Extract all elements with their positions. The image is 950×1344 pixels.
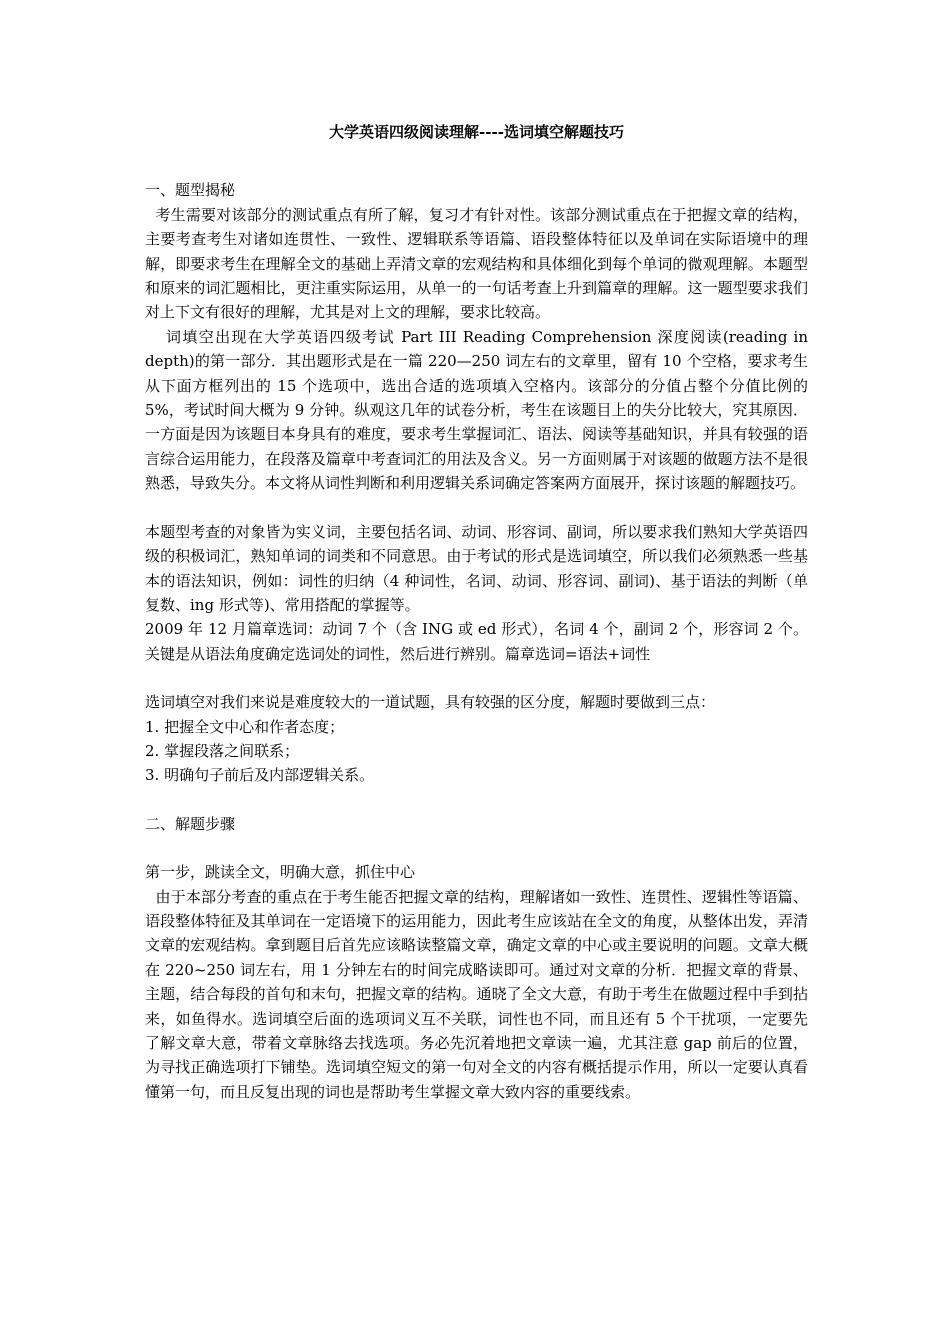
list-item: 1. 把握全文中心和作者态度； — [145, 717, 345, 736]
document-body — [145, 120, 808, 1104]
step-heading-1: 第一步，跳读全文，明确大意，抓住中心 — [145, 863, 416, 882]
paragraph-format: 词填空出现在大学英语四级考试 Part III Reading Comprehension 深度阅读(reading in depth)的第一部分．其出题形式是在一篇 220—250 词左右的文章里，留有 10 个空格，要求考生从下面方框列出的 15 个选项中，选出合适的选项填入空格内。该部分的分值占整个分值比例的 5%，考试时间大概为 9 分钟。纵观这几年的试卷分析，考生在该题目上的失分比较大，究其原因．一方面是因为该题目本身具有的难度，要求考生掌握词汇、语法、阅读等基础知识，并具有较强的语言综合运用能力，在段落及篇章中考查词汇的用法及含义。另一方面则属于对该题的做题方法不是很熟悉，导致失分。本文将从词性判断和利用逻辑关系词确定答案两方面展开，探讨该题的解题技巧。 — [145, 327, 808, 493]
blank-line — [145, 666, 808, 690]
paragraph-2009-analysis: 2009 年 12 月篇章选词：动词 7 个（含 ING 或 ed 形式），名词 4 个，副词 2 个，形容词 2 个。关键是从语法角度确定选词处的词性，然后进行辨别。篇章选词=语法+词性 — [145, 620, 808, 663]
paragraph-three-points: 选词填空对我们来说是难度较大的一道试题，具有较强的区分度，解题时要做到三点： — [145, 693, 716, 712]
paragraph-overview: 考生需要对该部分的测试重点有所了解，复习才有针对性。该部分测试重点在于把握文章的结构，主要考查考生对诸如连贯性、一致性、逻辑联系等语篇、语段整体特征以及单词在实际语境中的理解，即要求考生在理解全文的基础上弄清文章的宏观结构和具体细化到每个单词的微观理解。本题型和原来的词汇题相比，更注重实际运用，从单一的一句话考查上升到篇章的理解。这一题型要求我们对上下文有很好的理解，尤其是对上文的理解，要求比较高。 — [145, 205, 808, 322]
blank-line — [145, 788, 808, 812]
list-item: 2. 掌握段落之间联系； — [145, 741, 300, 760]
list-item: 3. 明确句子前后及内部逻辑关系。 — [145, 766, 375, 785]
page-title: 大学英语四级阅读理解----选词填空解题技巧 — [329, 123, 624, 141]
section-heading-2: 二、解题步骤 — [145, 814, 236, 833]
section-heading-1: 一、题型揭秘 — [145, 181, 236, 200]
paragraph-word-types: 本题型考查的对象皆为实义词，主要包括名词、动词、形容词、副词，所以要求我们熟知大学英语四级的积极词汇，熟知单词的词类和不同意思。由于考试的形式是选词填空，所以我们必须熟悉一些基本的语法知识，例如：词性的归纳（4 种词性，名词、动词、形容词、副词)、基于语法的判断（单复数、ing 形式等)、常用搭配的掌握等。 — [145, 522, 808, 614]
blank-line — [145, 496, 808, 520]
paragraph-step-1: 由于本部分考查的重点在于考生能否把握文章的结构，理解诸如一致性、连贯性、逻辑性等语篇、语段整体特征及其单词在一定语境下的运用能力，因此考生应该站在全文的角度，从整体出发，弄清文章的宏观结构。拿到题目后首先应该略读整篇文章，确定文章的中心或主要说明的问题。文章大概在 220~250 词左右，用 1 分钟左右的时间完成略读即可。通过对文章的分析．把握文章的背景、主题，结合每段的首句和末句，把握文章的结构。通晓了全文大意，有助于考生在做题过程中手到拈来，如鱼得水。选词填空后面的选项词义互不关联，词性也不同，而且还有 5 个干扰项，一定要先了解文章大意，带着文章脉络去找选项。务必先沉着地把文章读一遍，尤其注意 gap 前后的位置，为寻找正确选项打下铺垫。选词填空短文的第一句对全文的内容有概括提示作用，所以一定要认真看懂第一句，而且反复出现的词也是帮助考生掌握文章大致内容的重要线索。 — [145, 887, 809, 1101]
blank-line — [145, 836, 808, 860]
